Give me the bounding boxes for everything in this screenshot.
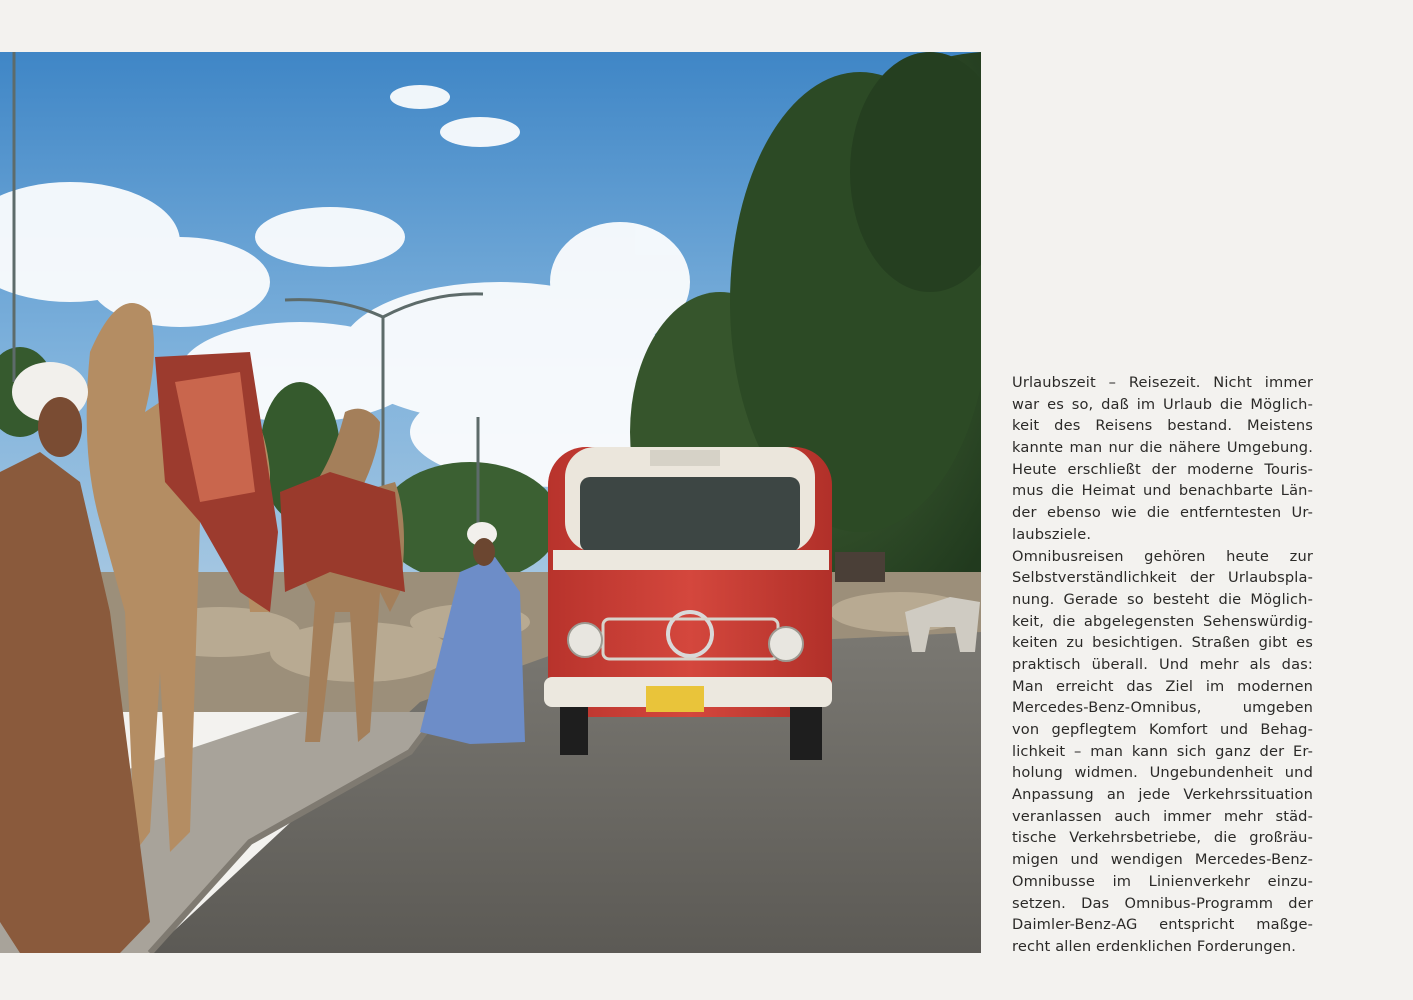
- text-line: setzen. Das Omnibus-Programm der: [1012, 894, 1313, 912]
- text-line: Omnibusse im Linienverkehr einzu-: [1012, 872, 1313, 890]
- text-line: Mercedes-Benz-Omnibus, umgeben: [1012, 699, 1313, 717]
- text-line: recht allen erdenklichen Forderungen.: [1012, 937, 1297, 955]
- text-line: mus die Heimat und benachbarte Län-: [1012, 482, 1313, 500]
- paragraph-2: [1012, 546, 1313, 958]
- text-line: migen und wendigen Mercedes-Benz-: [1012, 851, 1313, 869]
- text-line: keit, die abgelegensten Sehenswürdig-: [1012, 612, 1313, 630]
- text-line: Heute erschließt der moderne Touris-: [1012, 460, 1313, 478]
- body-text: [1012, 372, 1313, 958]
- text-line: kannte man nur die nähere Umgebung.: [1012, 439, 1313, 457]
- text-line: holung widmen. Ungebundenheit und: [1012, 764, 1313, 782]
- text-line: keiten zu besichtigen. Straßen gibt es: [1012, 634, 1313, 652]
- text-line: Selbstverständlichkeit der Urlaubspla-: [1012, 569, 1313, 587]
- text-line: tische Verkehrsbetriebe, die großräu-: [1012, 829, 1313, 847]
- text-line: Omnibusreisen gehören heute zur: [1012, 547, 1313, 565]
- bus: [544, 447, 832, 760]
- text-line: Urlaubszeit – Reisezeit. Nicht immer: [1012, 374, 1313, 391]
- text-line: veranlassen auch immer mehr städ-: [1012, 807, 1313, 825]
- text-line: Man erreicht das Ziel im modernen: [1012, 677, 1313, 695]
- text-line: war es so, daß im Urlaub die Möglich-: [1012, 395, 1313, 413]
- photograph: [0, 52, 981, 953]
- text-line: nung. Gerade so besteht die Möglich-: [1012, 590, 1313, 608]
- paragraph-1: [1012, 372, 1313, 546]
- text-line: von gepflegtem Komfort und Behag-: [1012, 721, 1313, 738]
- text-line: Daimler-Benz-AG entspricht maßge-: [1012, 916, 1313, 934]
- text-line: praktisch überall. Und mehr als das:: [1012, 655, 1313, 673]
- text-line: Anpassung an jede Verkehrssituation: [1012, 786, 1313, 804]
- text-line: lichkeit – man kann sich ganz der Er-: [1012, 742, 1313, 760]
- text-line: keit des Reisens bestand. Meistens: [1012, 417, 1313, 435]
- text-line: laubsziele.: [1012, 525, 1092, 543]
- text-line: der ebenso wie die entferntesten Ur-: [1012, 504, 1313, 522]
